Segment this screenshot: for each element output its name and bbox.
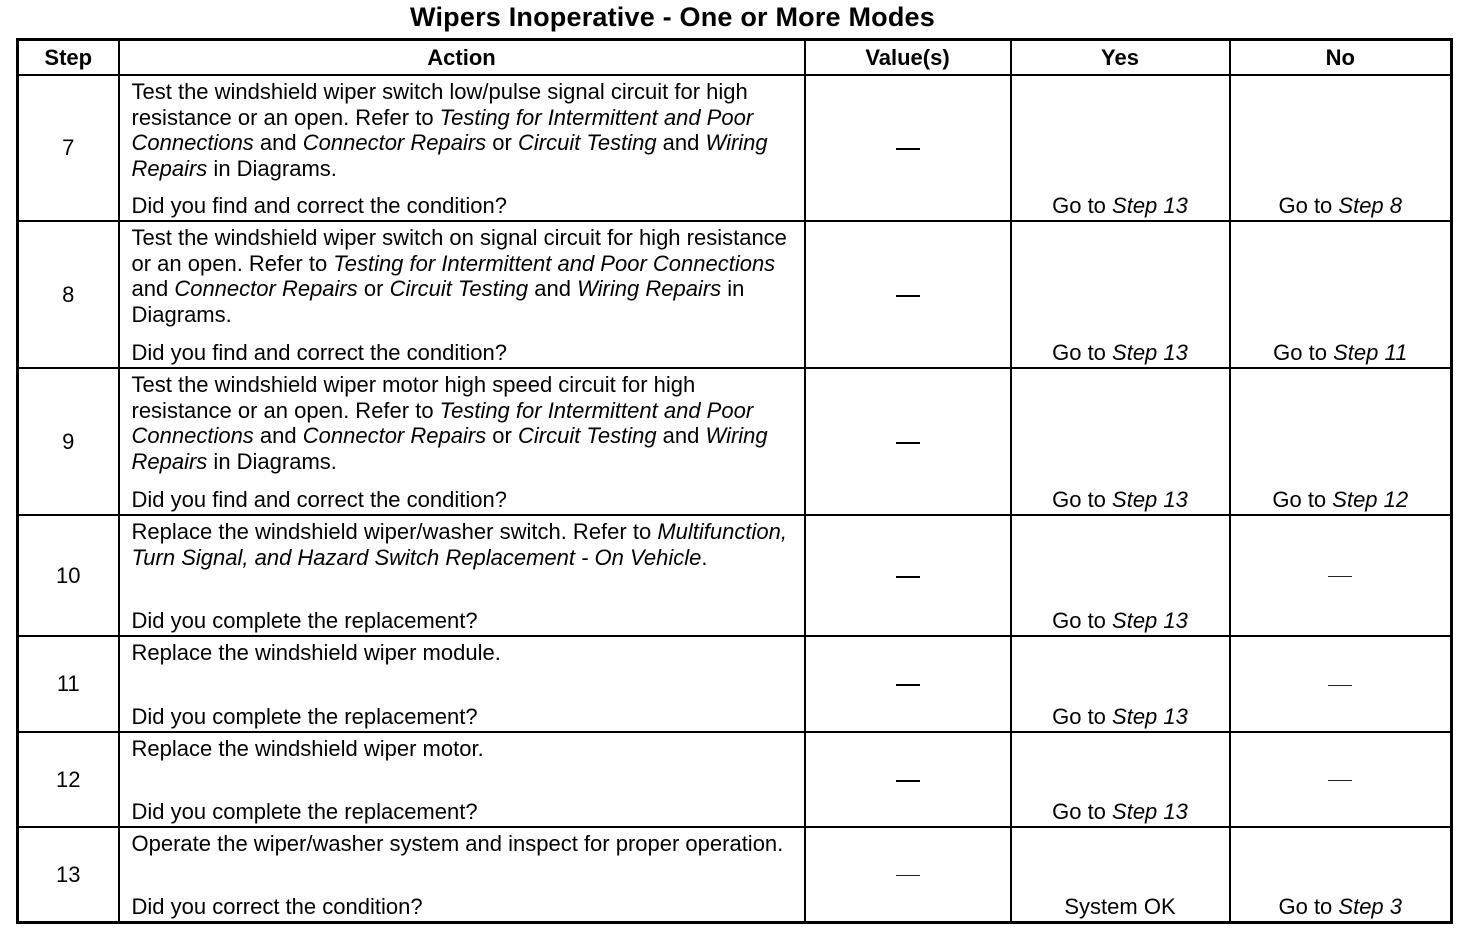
value-cell [805,636,1011,732]
yes-step-ref: Step 13 [1112,607,1188,633]
action-content [132,736,798,824]
column-header-no: No [1230,40,1452,76]
reference-link-text: Connector Repairs [302,130,487,155]
action-text [132,831,798,857]
value-dash [896,576,920,578]
yes-step-ref: Step 13 [1112,192,1188,218]
action-text-segment: in Diagrams. [207,448,337,474]
no-dash [1328,685,1352,686]
no-cell [1230,75,1452,221]
reference-link-text: Circuit Testing [517,423,657,448]
action-question: Did you find and correct the condition? [131,339,507,365]
yes-cell [1011,636,1230,732]
reference-link-text: Connector Repairs [174,276,358,301]
no-cell [1230,515,1452,636]
action-text-segment: . [701,544,708,570]
action-cell [119,732,805,827]
action-question: Did you complete the replacement? [131,607,478,633]
step-number: 8 [18,221,119,368]
value-cell [805,732,1011,827]
yes-goto-label: Go to [1052,607,1113,633]
value-dash [896,442,920,444]
reference-link-text: Multifunction, Turn Signal, and Hazard Switch Replacement - On Vehicle [131,519,787,570]
yes-goto-label: Go to [1052,798,1113,824]
action-content [132,640,798,729]
value-cell [805,75,1011,221]
table-row [18,827,1452,923]
yes-goto-label: Go to [1052,486,1113,512]
action-text [132,519,798,570]
step-number: 7 [18,75,119,221]
action-question: Did you correct the condition? [131,893,423,919]
no-cell [1230,827,1452,923]
reference-link-text: Circuit Testing [389,276,529,301]
reference-link-text: Testing for Intermittent and Poor Connections [131,397,754,448]
yes-cell [1011,515,1230,636]
action-text-segment: in Diagrams. [207,155,337,181]
yes-goto-label: Go to [1052,339,1113,365]
no-cell [1230,732,1452,827]
yes-step-ref: Step 13 [1112,486,1188,512]
table-row [18,515,1452,636]
page-title: Wipers Inoperative - One or More Modes [410,2,935,32]
column-header-values: Value(s) [805,40,1011,76]
value-dash [896,684,920,686]
value-cell [805,515,1011,636]
no-goto-label: Go to [1278,893,1339,919]
no-goto-label: Go to [1272,486,1333,512]
no-step-ref: Step 12 [1332,486,1409,512]
no-cell [1230,636,1452,732]
action-text-segment: or [357,276,390,301]
action-text-segment: and [131,276,175,301]
yes-step-ref: Step 13 [1112,798,1188,824]
no-dash [1328,780,1352,781]
action-text [132,79,798,181]
table-header-row [18,40,1452,76]
action-text-segment: Test the windshield wiper switch on signal circuit for high resistance or an open. Refer to [131,225,787,276]
action-text-segment: Operate the wiper/washer system and inspect for proper operation. [131,831,784,856]
yes-cell [1011,732,1230,827]
action-text-segment: and [656,423,706,448]
column-header-action: Action [119,40,805,76]
yes-cell [1011,75,1230,221]
yes-step-ref: Step 13 [1112,339,1188,365]
action-text [132,372,798,474]
value-dash [896,780,920,782]
action-text [132,736,798,762]
action-content [132,79,798,218]
action-cell [119,75,805,221]
action-cell [119,515,805,636]
action-text [132,225,798,327]
action-question: Did you complete the replacement? [131,703,478,729]
reference-link-text: Wiring Repairs [131,423,768,474]
action-text-segment: and [253,423,303,448]
yes-goto-label: Go to [1052,192,1113,218]
no-step-ref: Step 8 [1338,192,1403,218]
no-step-ref: Step 3 [1338,893,1403,919]
no-dash [1328,576,1352,577]
action-question: Did you find and correct the condition? [131,486,507,512]
action-text-segment: in Diagrams. [131,276,745,327]
action-content [132,372,798,512]
action-text-segment: or [486,423,518,448]
step-number: 12 [18,732,119,827]
column-header-yes: Yes [1011,40,1230,76]
action-content [132,519,798,633]
no-step-ref: Step 11 [1333,339,1408,365]
yes-step-ref: Step 13 [1112,703,1188,729]
reference-link-text: Wiring Repairs [131,130,768,181]
action-text-segment: Replace the windshield wiper/washer switch. Refer to [131,519,658,544]
step-number: 10 [18,515,119,636]
table-row [18,368,1452,515]
no-goto-label: Go to [1278,192,1339,218]
yes-cell [1011,221,1230,368]
table-row [18,221,1452,368]
action-cell [119,368,805,515]
table-row [18,732,1452,827]
reference-link-text: Connector Repairs [302,423,487,448]
action-text-segment: Replace the windshield wiper module. [131,640,501,665]
no-cell [1230,368,1452,515]
reference-link-text: Testing for Intermittent and Poor Connections [333,250,776,276]
column-header-step: Step [18,40,119,76]
action-content [132,225,798,365]
table-row [18,75,1452,221]
action-cell [119,827,805,923]
yes-cell [1011,827,1230,923]
step-number: 9 [18,368,119,515]
value-dash [896,148,920,150]
value-dash [896,295,920,297]
action-text-segment: Test the windshield wiper switch low/pulse signal circuit for high resistance or an open. Refer to [131,79,748,130]
value-cell [805,221,1011,368]
reference-link-text: Testing for Intermittent and Poor Connections [131,104,754,155]
action-question: Did you find and correct the condition? [131,192,507,218]
yes-goto-label: Go to [1052,703,1113,729]
action-cell [119,636,805,732]
yes-result: System OK [1064,893,1176,919]
action-text-segment: Test the windshield wiper motor high speed circuit for high resistance or an open. Refer to [131,372,696,423]
value-cell [805,827,1011,923]
value-dash [896,875,920,876]
value-cell [805,368,1011,515]
table-row [18,636,1452,732]
action-cell [119,221,805,368]
step-number: 11 [18,636,119,732]
reference-link-text: Circuit Testing [517,130,657,155]
action-content [132,831,798,919]
action-text-segment: or [486,130,518,155]
action-text-segment: and [656,130,706,155]
no-cell [1230,221,1452,368]
no-goto-label: Go to [1273,339,1334,365]
action-question: Did you complete the replacement? [131,798,478,824]
action-text-segment: and [528,276,578,301]
action-text-segment: and [253,130,303,155]
yes-cell [1011,368,1230,515]
action-text [132,640,798,666]
diagnostic-table [16,38,1453,924]
reference-link-text: Wiring Repairs [577,276,722,301]
action-text-segment: Replace the windshield wiper motor. [131,736,484,761]
step-number: 13 [18,827,119,923]
